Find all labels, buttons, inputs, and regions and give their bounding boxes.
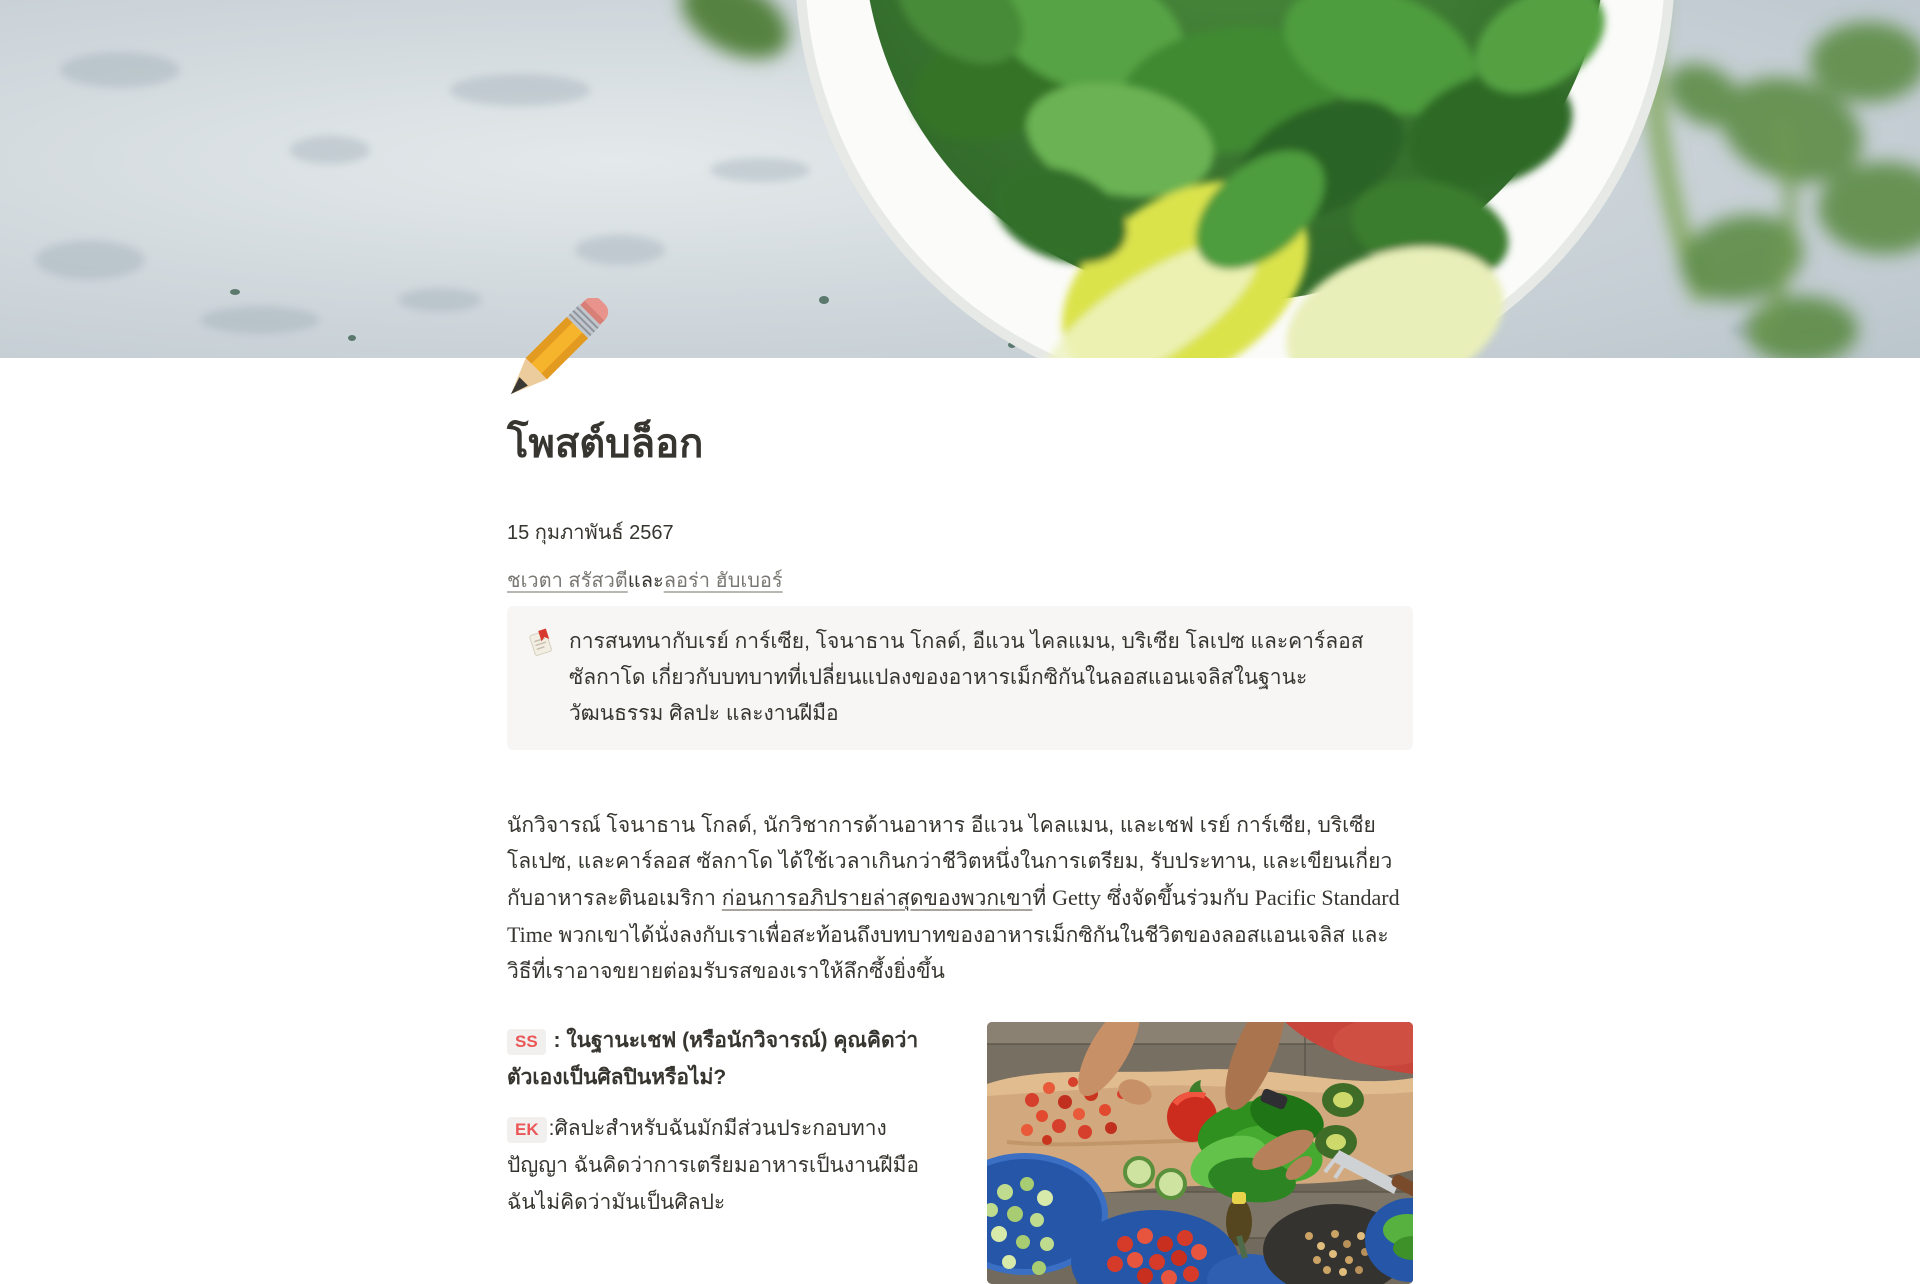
speaker-badge-ek: EK: [507, 1117, 547, 1143]
callout-text: การสนทนากับเรย์ การ์เซีย, โจนาธาน โกลด์, อีแวน ไคลแมน, บริเซีย โลเปซ และคาร์ลอส ซัลกาโด เกี่ยวกับบทบาทที่เปลี่ยนแปลงของอาหารเม็กซิกันในลอสแอนเจลิสในฐานะวัฒนธรรม ศิลปะ และงานฝีมือ: [569, 630, 1364, 725]
page-content: [507, 298, 1413, 1284]
discussion-link[interactable]: ก่อนการอภิปรายล่าสุดของพวกเขา: [721, 887, 1033, 910]
qa-answer: [507, 1110, 939, 1221]
paragraph-text-2: ที่: [1032, 887, 1053, 910]
qa-question-text: : ในฐานะเชฟ (หรือนักวิจารณ์) คุณคิดว่าตัวเองเป็นศิลปินหรือไม่?: [507, 1029, 919, 1089]
byline-conjunction: และ: [627, 570, 664, 592]
page-title: โพสต์บล็อก: [507, 422, 704, 466]
qa-answer-text: :ศิลปะสำหรับฉันมักมีส่วนประกอบทางปัญญา ฉันคิดว่าการเตรียมอาหารเป็นงานฝีมือ ฉันไม่คิดว่ามันเป็นศิลปะ: [507, 1117, 920, 1214]
author-link-2[interactable]: ลอร่า ฮับเบอร์: [663, 570, 783, 592]
qa-question: [507, 1022, 939, 1096]
qa-image-column: [987, 1022, 1413, 1284]
pacific-standard-time-text: Pacific Standard Time: [507, 885, 1400, 947]
getty-text: Getty: [1052, 885, 1101, 910]
bookmark-tabs-icon: [525, 628, 555, 658]
vegetable-prep-photo: [987, 1022, 1413, 1284]
paragraph-text-4: พวกเขาได้นั่งลงกับเราเพื่อสะท้อนถึงบทบาทของอาหารเม็กซิกันในชีวิตของลอสแอนเจลิส และวิธีที่เราอาจขยายต่อมรับรสของเราให้ลึกซึ้งยิ่งขึ้น: [507, 924, 1389, 983]
speaker-badge-ss: SS: [507, 1029, 546, 1055]
paragraph-text-1: นักวิจารณ์ โจนาธาน โกลด์, นักวิชาการด้านอาหาร อีแวน ไคลแมน, และเชฟ เรย์ การ์เซีย, บริเซีย โลเปซ, และคาร์ลอส ซัลกาโด ได้ใช้เวลาเกินกว่าชีวิตหนึ่งในการเตรียม, รับประทาน, และเขียนเกี่ยวกับอาหารละตินอเมริกา: [507, 814, 1393, 910]
body-paragraph: [507, 808, 1413, 990]
qa-text-column: [507, 1022, 939, 1221]
byline: [507, 566, 1413, 596]
paragraph-text-3: ซึ่งจัดขึ้นร่วมกับ: [1101, 887, 1255, 910]
publish-date: 15 กุมภาพันธ์ 2567: [507, 522, 674, 544]
callout-block: [507, 606, 1413, 750]
author-link-1[interactable]: ชเวตา สรัสวตี: [507, 570, 628, 592]
pencil-icon[interactable]: [507, 298, 611, 416]
qa-section: [507, 1022, 1413, 1284]
